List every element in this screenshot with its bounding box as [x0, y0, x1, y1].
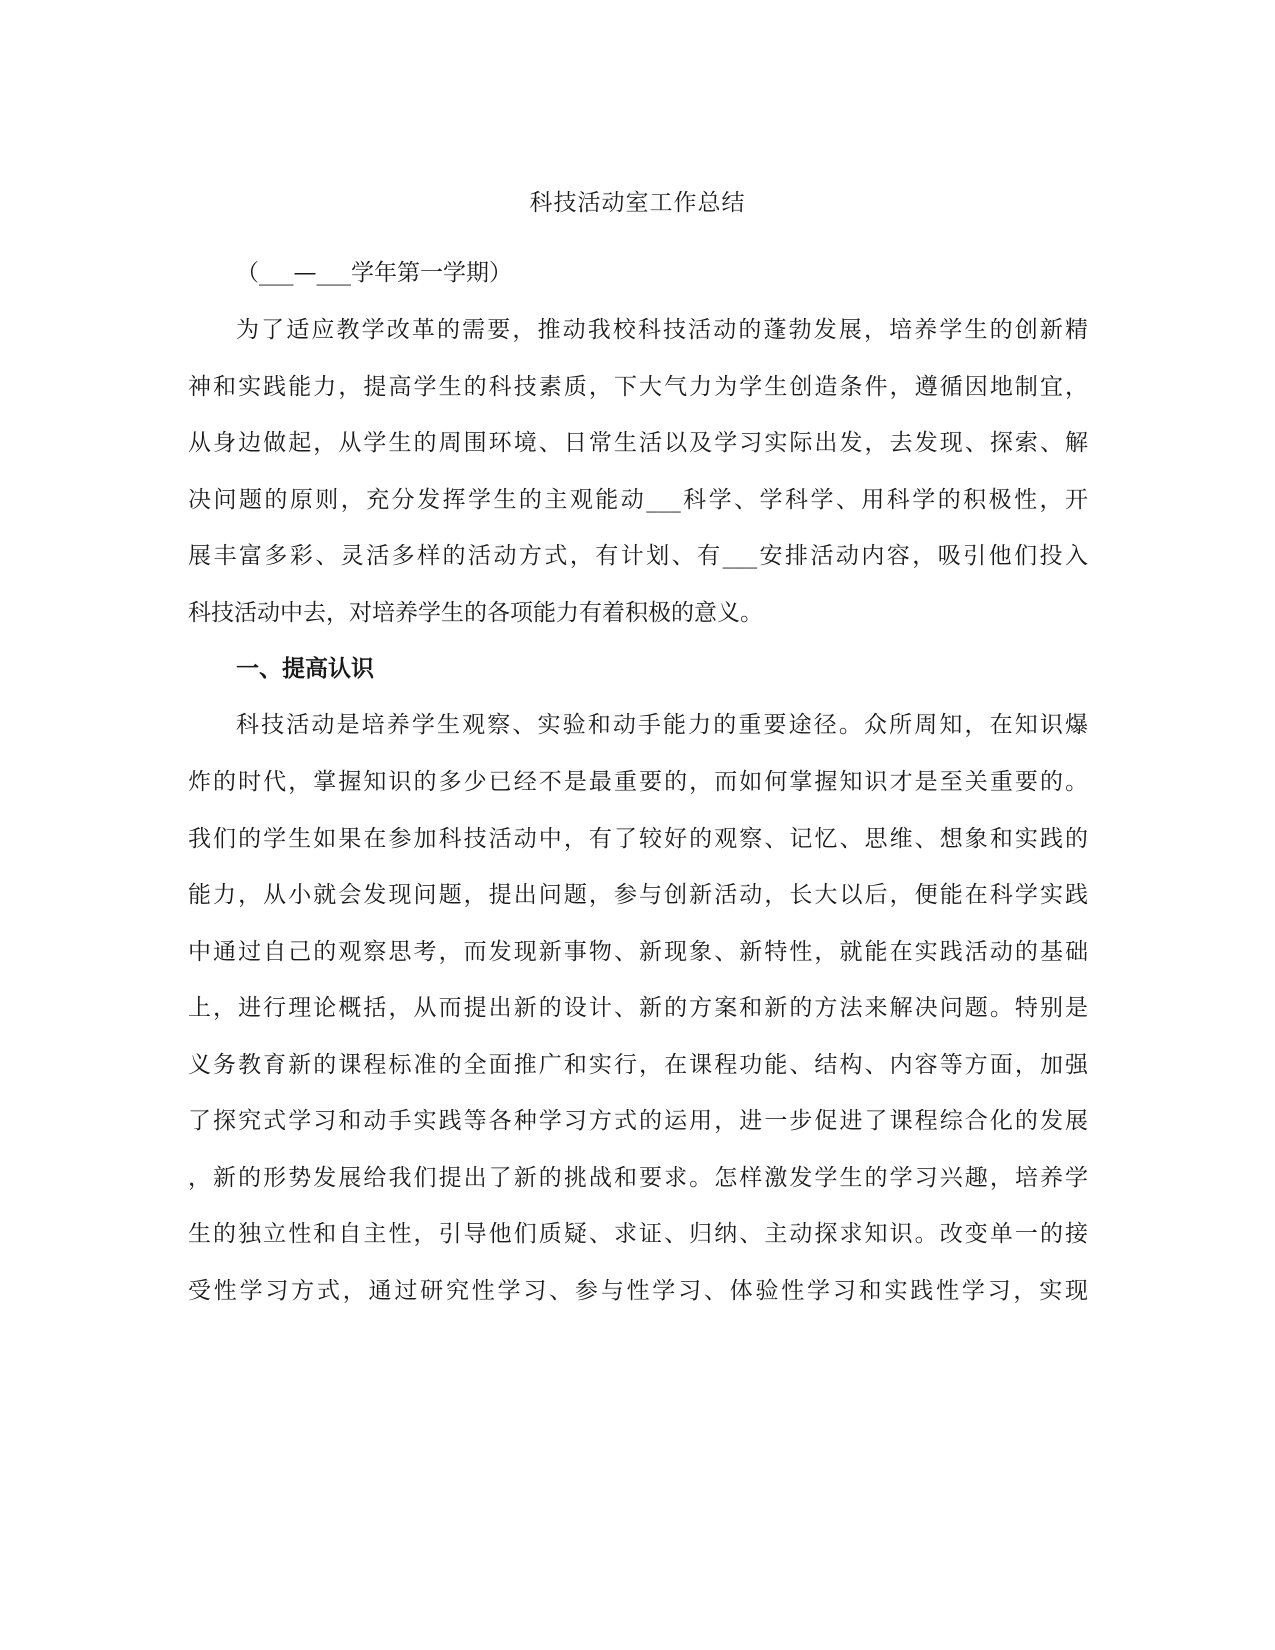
- intro-line: 决问题的原则，充分发挥学生的主观能动___科学、学科学、用科学的积极性，开: [188, 487, 1088, 513]
- section-line: 义务教育新的课程标准的全面推广和实行，在课程功能、结构、内容等方面，加强: [188, 1052, 1088, 1078]
- section-line: ，新的形势发展给我们提出了新的挑战和要求。怎样激发学生的学习兴趣，培养学: [188, 1165, 1088, 1191]
- section-line: 能力，从小就会发现问题，提出问题，参与创新活动，长大以后，便能在科学实践: [188, 882, 1088, 908]
- section-line: 科技活动是培养学生观察、实验和动手能力的重要途径。众所周知，在知识爆: [236, 712, 1088, 738]
- intro-line: 展丰富多彩、灵活多样的活动方式，有计划、有___安排活动内容，吸引他们投入: [188, 543, 1088, 569]
- section-line: 生的独立性和自主性，引导他们质疑、求证、归纳、主动探求知识。改变单一的接: [188, 1221, 1088, 1247]
- intro-line: 从身边做起，从学生的周围环境、日常生活以及学习实际出发，去发现、探索、解: [188, 430, 1088, 456]
- section-line: 中通过自己的观察思考，而发现新事物、新现象、新特性，就能在实践活动的基础: [188, 939, 1088, 965]
- section-line: 炸的时代，掌握知识的多少已经不是最重要的，而如何掌握知识才是至关重要的。: [188, 769, 1088, 795]
- intro-line: 神和实践能力，提高学生的科技素质，下大气力为学生创造条件，遵循因地制宜，: [188, 374, 1088, 400]
- intro-line: 为了适应教学改革的需要，推动我校科技活动的蓬勃发展，培养学生的创新精: [236, 317, 1088, 343]
- section-line: 我们的学生如果在参加科技活动中，有了较好的观察、记忆、思维、想象和实践的: [188, 826, 1088, 852]
- document-title: 科技活动室工作总结: [529, 190, 746, 216]
- section-line: 了探究式学习和动手实践等各种学习方式的运用，进一步促进了课程综合化的发展: [188, 1108, 1088, 1134]
- section-line: 上，进行理论概括，从而提出新的设计、新的方案和新的方法来解决问题。特别是: [188, 995, 1088, 1021]
- intro-line: 科技活动中去，对培养学生的各项能力有着积极的意义。: [188, 600, 763, 626]
- section-line: 受性学习方式，通过研究性学习、参与性学习、体验性学习和实践性学习，实现: [188, 1278, 1088, 1304]
- document-subtitle: （___—___学年第一学期）: [236, 260, 512, 286]
- section-heading: 一、提高认识: [236, 656, 374, 682]
